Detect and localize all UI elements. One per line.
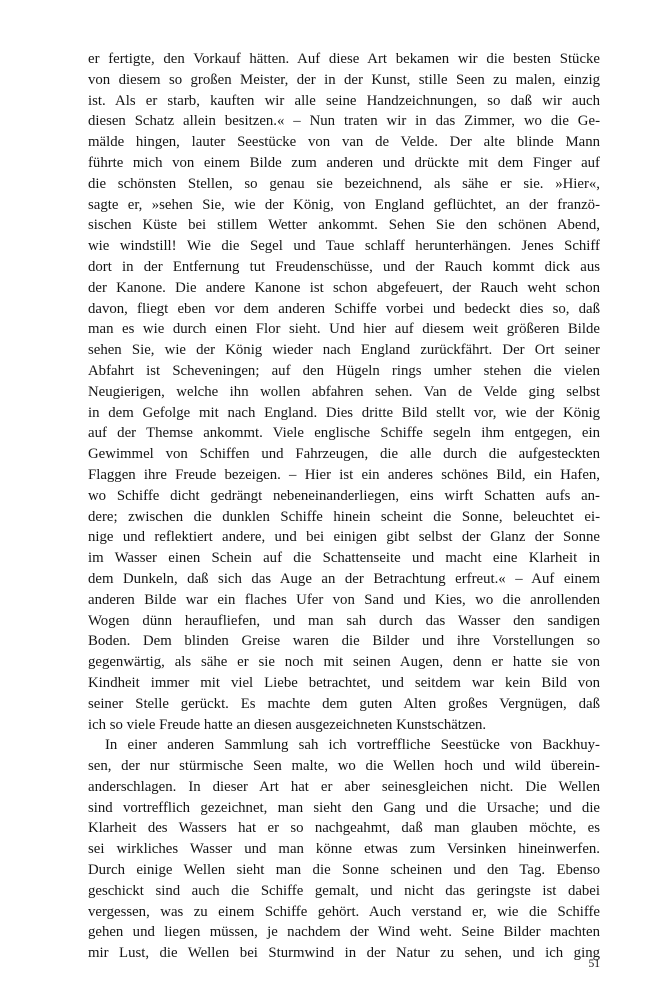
text-line: diesen Schatz allein besitzen.« – Nun traten wir in das Zimmer, wo die Ge-: [88, 113, 600, 130]
text-line: Wogen dünn heraufliefen, und man sah durch das Wasser den sandigen: [88, 612, 600, 629]
text-line: von diesem so großen Meister, der in der Kunst, stille Seen zu malen, einzig: [88, 71, 600, 88]
text-line: der Kanone. Die andere Kanone ist schon abgefeuert, der Rauch weht schon: [88, 279, 600, 296]
text-line: mälde hingen, lauter Seestücke von van de Velde. Der alte blinde Mann: [88, 134, 600, 151]
text-line: Neugierigen, welche ihn wollen abfahren sehen. Van de Velde ging selbst: [88, 383, 600, 400]
text-line: wie windstill! Wie die Segel und Taue schlaff herunterhängen. Jenes Schiff: [88, 238, 600, 255]
text-line: er fertigte, den Vorkauf hätten. Auf diese Art bekamen wir die besten Stücke: [88, 51, 600, 67]
text-line: sen, der nur stürmische Seen malte, wo die Wellen hoch und wild überein-: [88, 758, 600, 775]
text-line: gegenwärtig, als sähe er sie noch mit seinen Augen, denn er hatte sie von: [88, 654, 600, 671]
text-line: Kindheit immer mit viel Liebe betrachtet, und seitdem war kein Bild von: [88, 674, 600, 691]
text-line: vergessen, was zu einem Schiffe gehört. Auch verstand er, wie die Schiffe: [88, 903, 600, 920]
text-line: davon, fliegt eben vor dem anderen Schiffe vorbei und bedeckt dies so, daß: [88, 300, 600, 317]
text-line: dem Dunkeln, daß sich das Auge an der Betrachtung erfreut.« – Auf einem: [88, 570, 600, 587]
text-line: seiner Stelle gerückt. Es machte dem guten Alten großes Vergnügen, daß: [88, 695, 600, 712]
text-line: im Wasser einen Schein auf die Schattenseite und macht eine Klarheit in: [88, 550, 600, 567]
text-line: In einer anderen Sammlung sah ich vortreffliche Seestücke von Backhuy-: [105, 737, 600, 754]
text-line: man es wie durch einen Flor sieht. Und hier auf diesem weit größeren Bilde: [88, 321, 600, 338]
text-line: anderen Bilde war ein flaches Ufer von Sand und Kies, wo die anrollenden: [88, 591, 600, 608]
text-line: Klarheit des Wassers hat er so nachgeahmt, daß man glauben möchte, es: [88, 820, 600, 837]
text-line: dere; zwischen die dunklen Schiffe hinein scheint die Sonne, beleuchtet ei-: [88, 508, 600, 525]
text-line: sagte er, »sehen Sie, wie der König, von England geflüchtet, an der franzö-: [88, 196, 600, 213]
text-line: wo Schiffe dicht gedrängt nebeneinanderliegen, eins wirft Schatten aufs an-: [88, 487, 600, 504]
text-line: Boden. Dem blinden Greise waren die Bilder und ihre Vorstellungen so: [88, 633, 600, 650]
text-line: auf der Themse ankommt. Viele englische Schiffe segeln ihm entgegen, ein: [88, 425, 600, 442]
text-line: gehen und liegen müssen, je nachdem der Wind weht. Seine Bilder machten: [88, 924, 600, 941]
text-line: Gewimmel von Schiffen und Fahrzeugen, die alle durch die aufgesteckten: [88, 446, 600, 463]
text-block: [88, 49, 600, 964]
text-line: in dem Gefolge mit nach England. Dies dritte Bild stellt vor, wie der König: [88, 404, 600, 421]
text-line: dort in der Entfernung tut Freudenschüsse, und der Rauch kommt dick aus: [88, 258, 600, 275]
text-line: sehen Sie, wie der König wieder nach England zurückfährt. Der Ort seiner: [88, 342, 600, 359]
text-line: Flaggen ihre Freude bezeigen. – Hier ist ein anderes schönes Bild, ein Hafen,: [88, 466, 600, 483]
text-line: ich so viele Freude hatte an diesen ausgezeichneten Kunstschätzen.: [88, 716, 487, 733]
text-line: sei wirkliches Wasser und man könne etwas zum Versinken hineinwerfen.: [88, 841, 600, 858]
text-line: Durch einige Wellen sieht man die Sonne scheinen und den Tag. Ebenso: [88, 862, 600, 879]
text-line: die schönsten Stellen, so genau sie bezeichnend, als sähe er sie. »Hier«,: [88, 175, 600, 192]
text-line: führte mich von einem Bilde zum anderen und drückte mit dem Finger auf: [88, 154, 600, 171]
page-number: 51: [588, 958, 600, 970]
text-line: ist. Als er starb, kauften wir alle seine Handzeichnungen, so daß wir auch: [88, 92, 600, 109]
text-line: geschickt sind auch die Schiffe gemalt, und nicht das geringste ist dabei: [88, 882, 600, 899]
text-line: nige und reflektiert andere, und bei einigen gibt selbst der Glanz der Sonne: [88, 529, 600, 546]
text-line: sischen Küste bei stillem Wetter ankommt. Sehen Sie den schönen Abend,: [88, 217, 600, 234]
text-line: anderschlagen. In dieser Art hat er aber seinesgleichen nicht. Die Wellen: [88, 778, 600, 795]
text-line: sind vortrefflich gezeichnet, man sieht den Gang und die Ursache; und die: [88, 799, 600, 816]
text-line: Abfahrt ist Scheveningen; auf den Hügeln rings umher stehen die vielen: [88, 362, 600, 379]
text-line: mir Lust, die Wellen bei Sturmwind in der Natur zu sehen, und ich ging: [88, 945, 600, 962]
